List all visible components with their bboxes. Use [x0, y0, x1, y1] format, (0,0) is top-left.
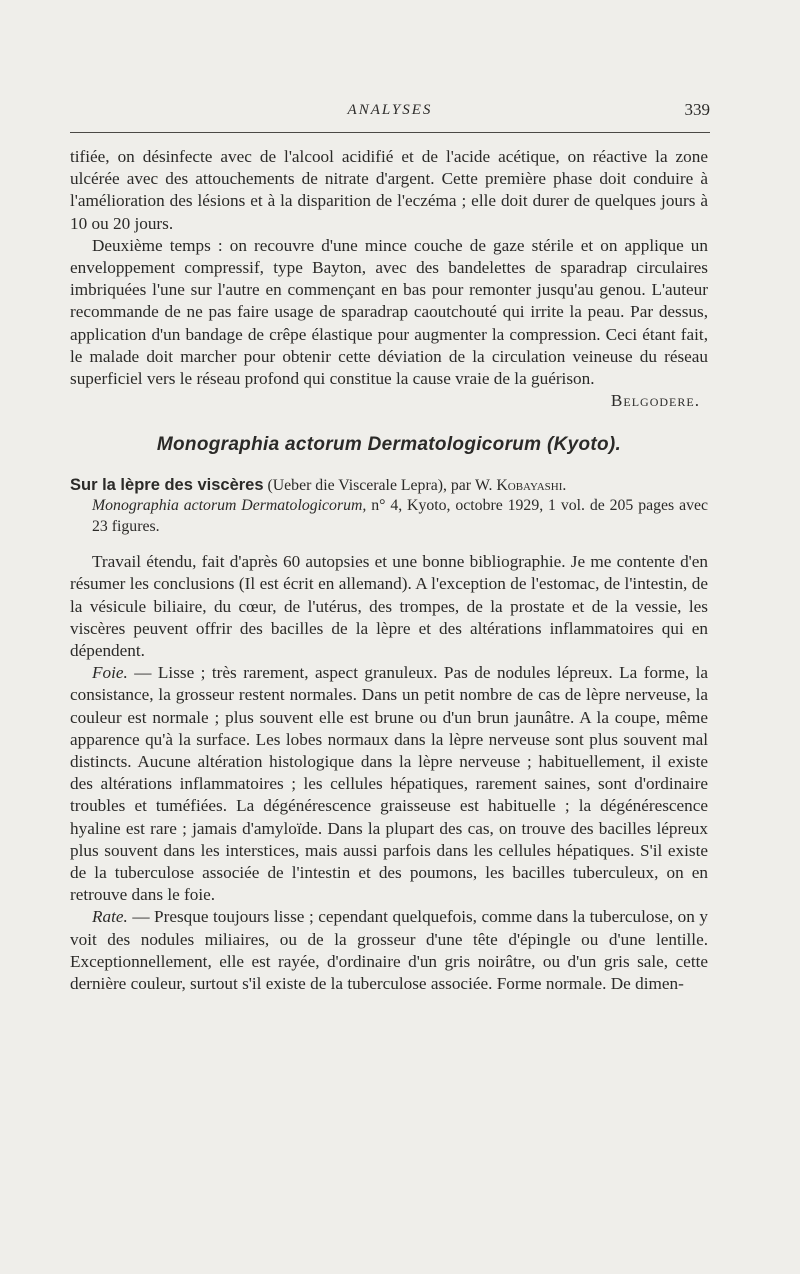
reference-block [70, 475, 708, 538]
journal-name: Monographia actorum Dermatologicorum, [92, 497, 367, 515]
page-number: 339 [684, 100, 710, 119]
rate-label: Rate. [92, 907, 128, 927]
header-rule [70, 132, 710, 133]
running-title: ANALYSES [347, 102, 433, 118]
page-body [70, 146, 708, 995]
signature: Belgodere. [610, 391, 700, 411]
author-name: W. Kobayashi. [475, 476, 567, 494]
paragraph-foie [70, 662, 708, 906]
paragraph-deuxieme-temps: Deuxième temps : on recouvre d'une mince couche de gaze stérile et on applique un enveloppement compressif, type Bayton, avec des bandelettes de sparadrap circulaires imbriquées l'une sur l'autre en commençant en bas pour remonter jusqu'au genou. L'auteur recommande de ne pas faire usage de sparadrap caoutchouté qui irrite la peau. Par dessus, application d'un bandage de crêpe élastique pour augmenter la compression. Ceci étant fait, le malade doit marcher pour obtenir cette déviation de la circulation veineuse du réseau superficiel vers le réseau profond qui constitue la cause vraie de la guérison. [70, 235, 708, 389]
page-header [70, 98, 710, 126]
article-topic: Sur la lèpre des viscères [70, 475, 264, 494]
spacer [70, 537, 708, 551]
paragraph-summary: Travail étendu, fait d'après 60 autopsies et une bonne bibliographie. Je me contente d'en résumer les conclusions (Il est écrit en allemand). A l'exception de l'estomac, de l'intestin, de la vésicule biliaire, du cœur, de l'utérus, des trompes, de la prostate et de la vessie, les viscères peuvent offrir des bacilles de la lèpre et des altérations inflammatoires qui en dépendent. [70, 552, 708, 660]
reference-details-line [70, 496, 708, 537]
foie-label: Foie. [92, 663, 128, 683]
rate-text: — Presque toujours lisse ; cependant quelquefois, comme dans la tuberculose, on y voit des nodules miliaires, ou de la grosseur d'une tête d'épingle ou d'une lentille. Exceptionnellement, elle est rayée, d'ordinaire d'un gris noirâtre, ou d'un gris sale, cette dernière couleur, surtout s'il existe de la tuberculose associée. Forme normale. De dimen- [70, 907, 708, 993]
section-title: Monographia actorum Dermatologicorum (Kyoto). [156, 434, 622, 456]
journal-details: n° 4, Kyoto, octobre 1929, 1 vol. de 205 pages avec 23 figures. [92, 497, 708, 535]
paragraph-rate [70, 906, 708, 995]
foie-text: — Lisse ; très rarement, aspect granuleux. Pas de nodules lépreux. La forme, la consistance, la grosseur restent normales. Dans un petit nombre de cas de lèpre nerveuse, la couleur est normale ; plus souvent elle est brune ou d'un brun jaunâtre. A la coupe, même apparence qu'à la surface. Les lobes normaux dans la lèpre nerveuse sont plus souvent mal distincts. Aucune altération histologique dans la lèpre nerveuse ; habituellement, il existe des altérations inflammatoires ; les cellules hépatiques, rarement saines, sont d'ordinaire troubles et tuméfiées. La dégénérescence graisseuse est habituelle ; la dégénérescence hyaline est rare ; jamais d'amyloïde. Dans la plupart des cas, on trouve des bacilles lépreux plus souvent dans les interstices, mais aussi parfois dans les cellules hépatiques. S'il existe de la tuberculose associée de l'intestin et des poumons, les bacilles tuberculeux, on en retrouve dans le foie. [70, 663, 708, 905]
original-title: (Ueber die Viscerale Lepra), par [267, 476, 472, 494]
paragraph-continuation: tifiée, on désinfecte avec de l'alcool acidifié et de l'acide acétique, on réactive la zone ulcérée avec des attouchements de nitrate d'argent. Cette première phase doit conduire à l'amélioration des lésions et à la disparition de l'eczéma ; elle doit durer de quelques jours à 10 ou 20 jours. [70, 147, 708, 233]
